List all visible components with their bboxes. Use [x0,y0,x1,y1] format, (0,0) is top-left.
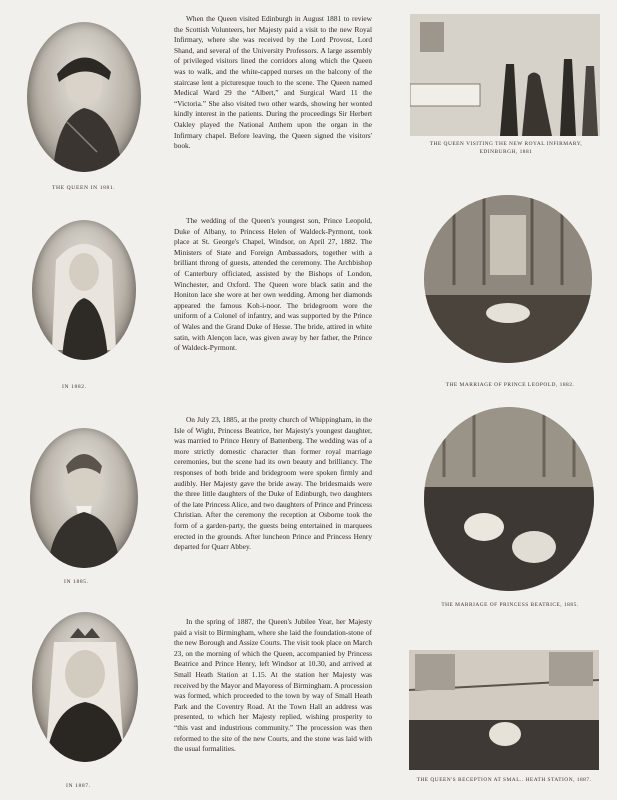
scene-caption-beatrice: THE MARRIAGE OF PRINCESS BEATRICE, 1885. [441,602,579,608]
portrait-1881-engraving [27,22,141,172]
scene-small-heath-station [409,650,599,770]
portrait-1885 [30,428,138,568]
portrait-1881 [27,22,141,172]
portrait-caption-1882: IN 1882. [62,384,87,390]
portrait-caption-1887: IN 1887. [66,783,91,789]
portrait-1882-engraving [32,220,136,360]
scene-leopold-wedding-engraving [424,195,592,363]
paragraph-edinburgh-1881: When the Queen visited Edinburgh in August 1881 to review the Scottish Volunteers, her Majesty paid a visit to the new Royal Infirmary, where she was received by the Lord Provost, Lord Shand, and several of the University Professors. A large assembly of privileged visitors lined the corridors along which the Queen was to walk, and the white-capped nurses on the balcony of the staircase lent a picturesque touch to the scene. The Queen named Medical Ward 29 the “Albert,” and Surgical Ward 11 the “Victoria.” She also visited two other wards, showing her wonted kindly interest in the patients. During the proceedings Sir Herbert Oakley played the National Anthem upon the organ in the Infirmary chapel. Before leaving, the Queen signed the visitors' book. [174,14,372,151]
scene-leopold-wedding [424,195,592,363]
scene-caption-small-heath: THE QUEEN'S RECEPTION AT SMAL.. HEATH STATION, 1887. [416,777,592,783]
portrait-1887-engraving [32,612,138,762]
scene-beatrice-wedding-engraving [424,407,594,591]
scene-royal-infirmary-engraving [410,14,600,136]
paragraph-birmingham-1887: In the spring of 1887, the Queen's Jubilee Year, her Majesty paid a visit to Birmingham, where she laid the foundation-stone of the new Borough and Assize Courts. The visit took place on March 23, on the morning of which the Queen, accompanied by Princess Beatrice and Prince Henry, left Windsor at 10.30, and arrived at Small Heath Station at 1.15. At the station her Majesty was received by the Mayor and Mayoress of Birmingham. A procession was formed, which proceeded to the town by way of Small Heath Park and the Coventry Road. At the Town Hall an address was presented, to which her Majesty replied, wishing prosperity to “this vast and industrious community.” The procession was then reformed to the site of the new Courts, and the stone was laid with the usual formalities. [174,617,372,754]
paragraph-beatrice-wedding-1885: On July 23, 1885, at the pretty church of Whippingham, in the Isle of Wight, Princess Beatrice, her Majesty's youngest daughter, was married to Prince Henry of Battenberg. The wedding was of a more strictly domestic character than former royal marriage ceremonies, but the scene had its own beauty and brilliancy. The responses of both bride and bridegroom were spoken firmly and audibly. Her Majesty gave the bride away. The bridesmaids were the three little daughters of the Duke of Edinburgh, two daughters of the late Princess Alice, and two daughters of Prince and Princess Christian. After the ceremony the reception at Osborne took the form of a garden-party, the guests being entertained in marquees erected in the grounds. After luncheon Prince and Princess Henry departed for Quarr Abbey. [174,415,372,552]
scene-small-heath-station-engraving [409,650,599,770]
portrait-caption-1885: IN 1885. [64,579,89,585]
scene-royal-infirmary [410,14,600,136]
portrait-1882 [32,220,136,360]
scene-caption-infirmary: THE QUEEN VISITING THE NEW ROYAL INFIRMARY, EDINBURGH, 1881 [429,141,583,155]
portrait-caption-1881: THE QUEEN IN 1881. [52,185,116,191]
portrait-1885-engraving [30,428,138,568]
scene-beatrice-wedding [424,407,594,591]
portrait-1887 [32,612,138,762]
paragraph-leopold-wedding-1882: The wedding of the Queen's youngest son, Prince Leopold, Duke of Albany, to Princess Helen of Waldeck-Pyrmont, took place at St. George's Chapel, Windsor, on April 27, 1882. The Ministers of State and Foreign Ambassadors, together with a brilliant throng of guests, attended the ceremony. The Archbishop of Canterbury officiated, assisted by the Bishops of London, Winchester, and Oxford. The Queen wore black satin and the Honiton lace she wore at her own wedding. Among her diamonds appeared the famous Koh-i-noor. The bridegroom wore the uniform of a Colonel of infantry, and was supported by the Prince of Wales and the Grand Duke of Hesse. The bride, attired in white satin, with Alençon lace, was given away by her father, the Prince of Waldeck-Pyrmont. [174,216,372,353]
scene-caption-leopold: THE MARRIAGE OF PRINCE LEOPOLD, 1882. [445,382,575,388]
